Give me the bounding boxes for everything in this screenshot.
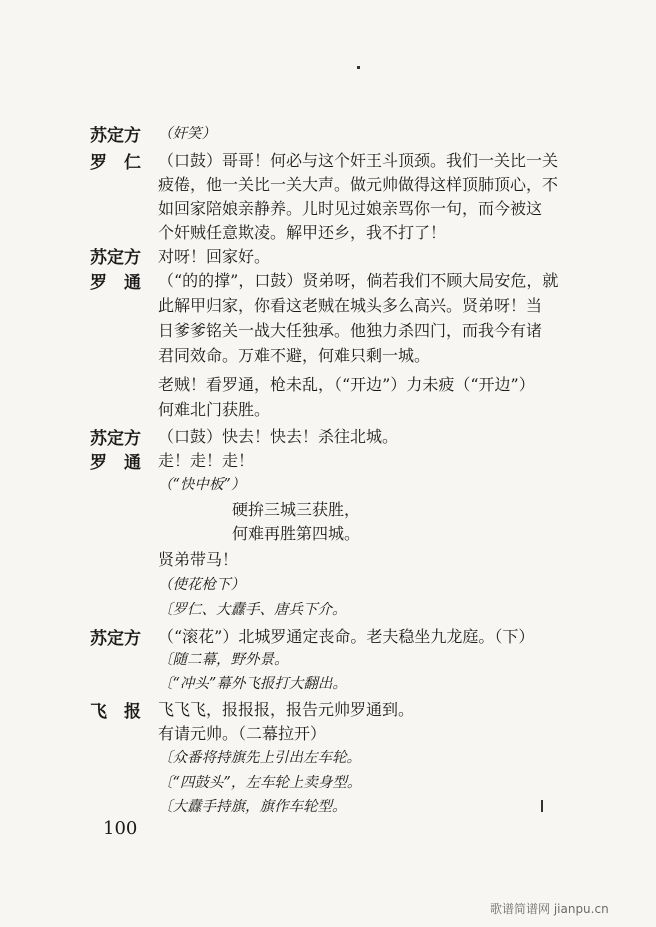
dialogue-line: 君同效命。万难不避，何难只剩一城。 (158, 346, 431, 365)
dialogue-line: 何难北门获胜。 (158, 400, 271, 419)
dialogue-line: （“滚花”）北城罗通定丧命。老夫稳坐九龙庭。（下） (158, 627, 535, 646)
stage-direction: 〔“四鼓头”，左车轮上卖身型。 (158, 775, 362, 791)
dialogue-line: 走！走！走！ (158, 451, 255, 470)
dialogue-line: 如回家陪娘亲静养。儿时见过娘亲骂你一句，而今被这 (158, 199, 543, 218)
speaker-su-dingfang: 苏定方 (90, 248, 141, 268)
scan-speck (357, 66, 360, 69)
stage-direction: （“快中板”） (158, 477, 246, 493)
watermark: 歌谱简谱网 jianpu.cn (490, 902, 609, 916)
dialogue-line: （“的的撑”，口鼓）贤弟呀，倘若我们不顾大局安危，就 (158, 271, 559, 290)
stage-direction: 〔众番将持旗先上引出左车轮。 (158, 750, 361, 766)
stage-direction: （奸笑） (158, 126, 216, 142)
dialogue-line: 飞飞飞，报报报，报告元帅罗通到。 (158, 700, 415, 719)
speaker-luo-ren: 罗 仁 (90, 153, 141, 173)
stage-direction: 〔“冲头”幕外飞报打大翻出。 (158, 676, 347, 692)
stage-direction: 〔随二幕，野外景。 (158, 652, 289, 668)
dialogue-line: 贤弟带马！ (158, 550, 239, 569)
dialogue-line: （口鼓）快去！快去！杀往北城。 (158, 427, 399, 446)
speaker-luo-tong: 罗 通 (90, 273, 141, 293)
verse-line: 何难再胜第四城。 (232, 524, 361, 543)
speaker-su-dingfang: 苏定方 (90, 629, 141, 649)
dialogue-line: 此解甲归家，你看这老贼在城头多么高兴。贤弟呀！当 (158, 296, 543, 315)
verse-line: 硬拚三城三获胜， (232, 500, 361, 519)
dialogue-line: 疲倦，他一关比一关大声。做元帅做得这样顶肺顶心，不 (158, 175, 559, 194)
speaker-fei-bao: 飞 报 (90, 702, 141, 722)
speaker-su-dingfang: 苏定方 (90, 429, 141, 449)
stage-direction: 〔罗仁、大纛手、唐兵下介。 (158, 602, 347, 618)
dialogue-line: 老贼！看罗通，枪未乱，（“开边”）力未疲（“开边”） (158, 375, 535, 394)
scan-speck (541, 800, 543, 812)
dialogue-line: 有请元帅。（二幕拉开） (158, 724, 327, 743)
stage-direction: （使花枪下） (158, 577, 245, 593)
stage-direction: 〔大纛手持旗，旗作车轮型。 (158, 799, 347, 815)
speaker-su-dingfang: 苏定方 (90, 126, 141, 146)
page-number: 100 (103, 818, 138, 839)
dialogue-line: 日爹爹铭关一战大任独承。他独力杀四门，而我今有诸 (158, 321, 543, 340)
dialogue-line: 对呀！回家好。 (158, 247, 271, 266)
speaker-luo-tong: 罗 通 (90, 453, 141, 473)
dialogue-line: 个奸贼任意欺凌。解甲还乡，我不打了！ (158, 223, 447, 242)
dialogue-line: （口鼓）哥哥！何必与这个奸王斗顶颈。我们一关比一关 (158, 151, 559, 170)
